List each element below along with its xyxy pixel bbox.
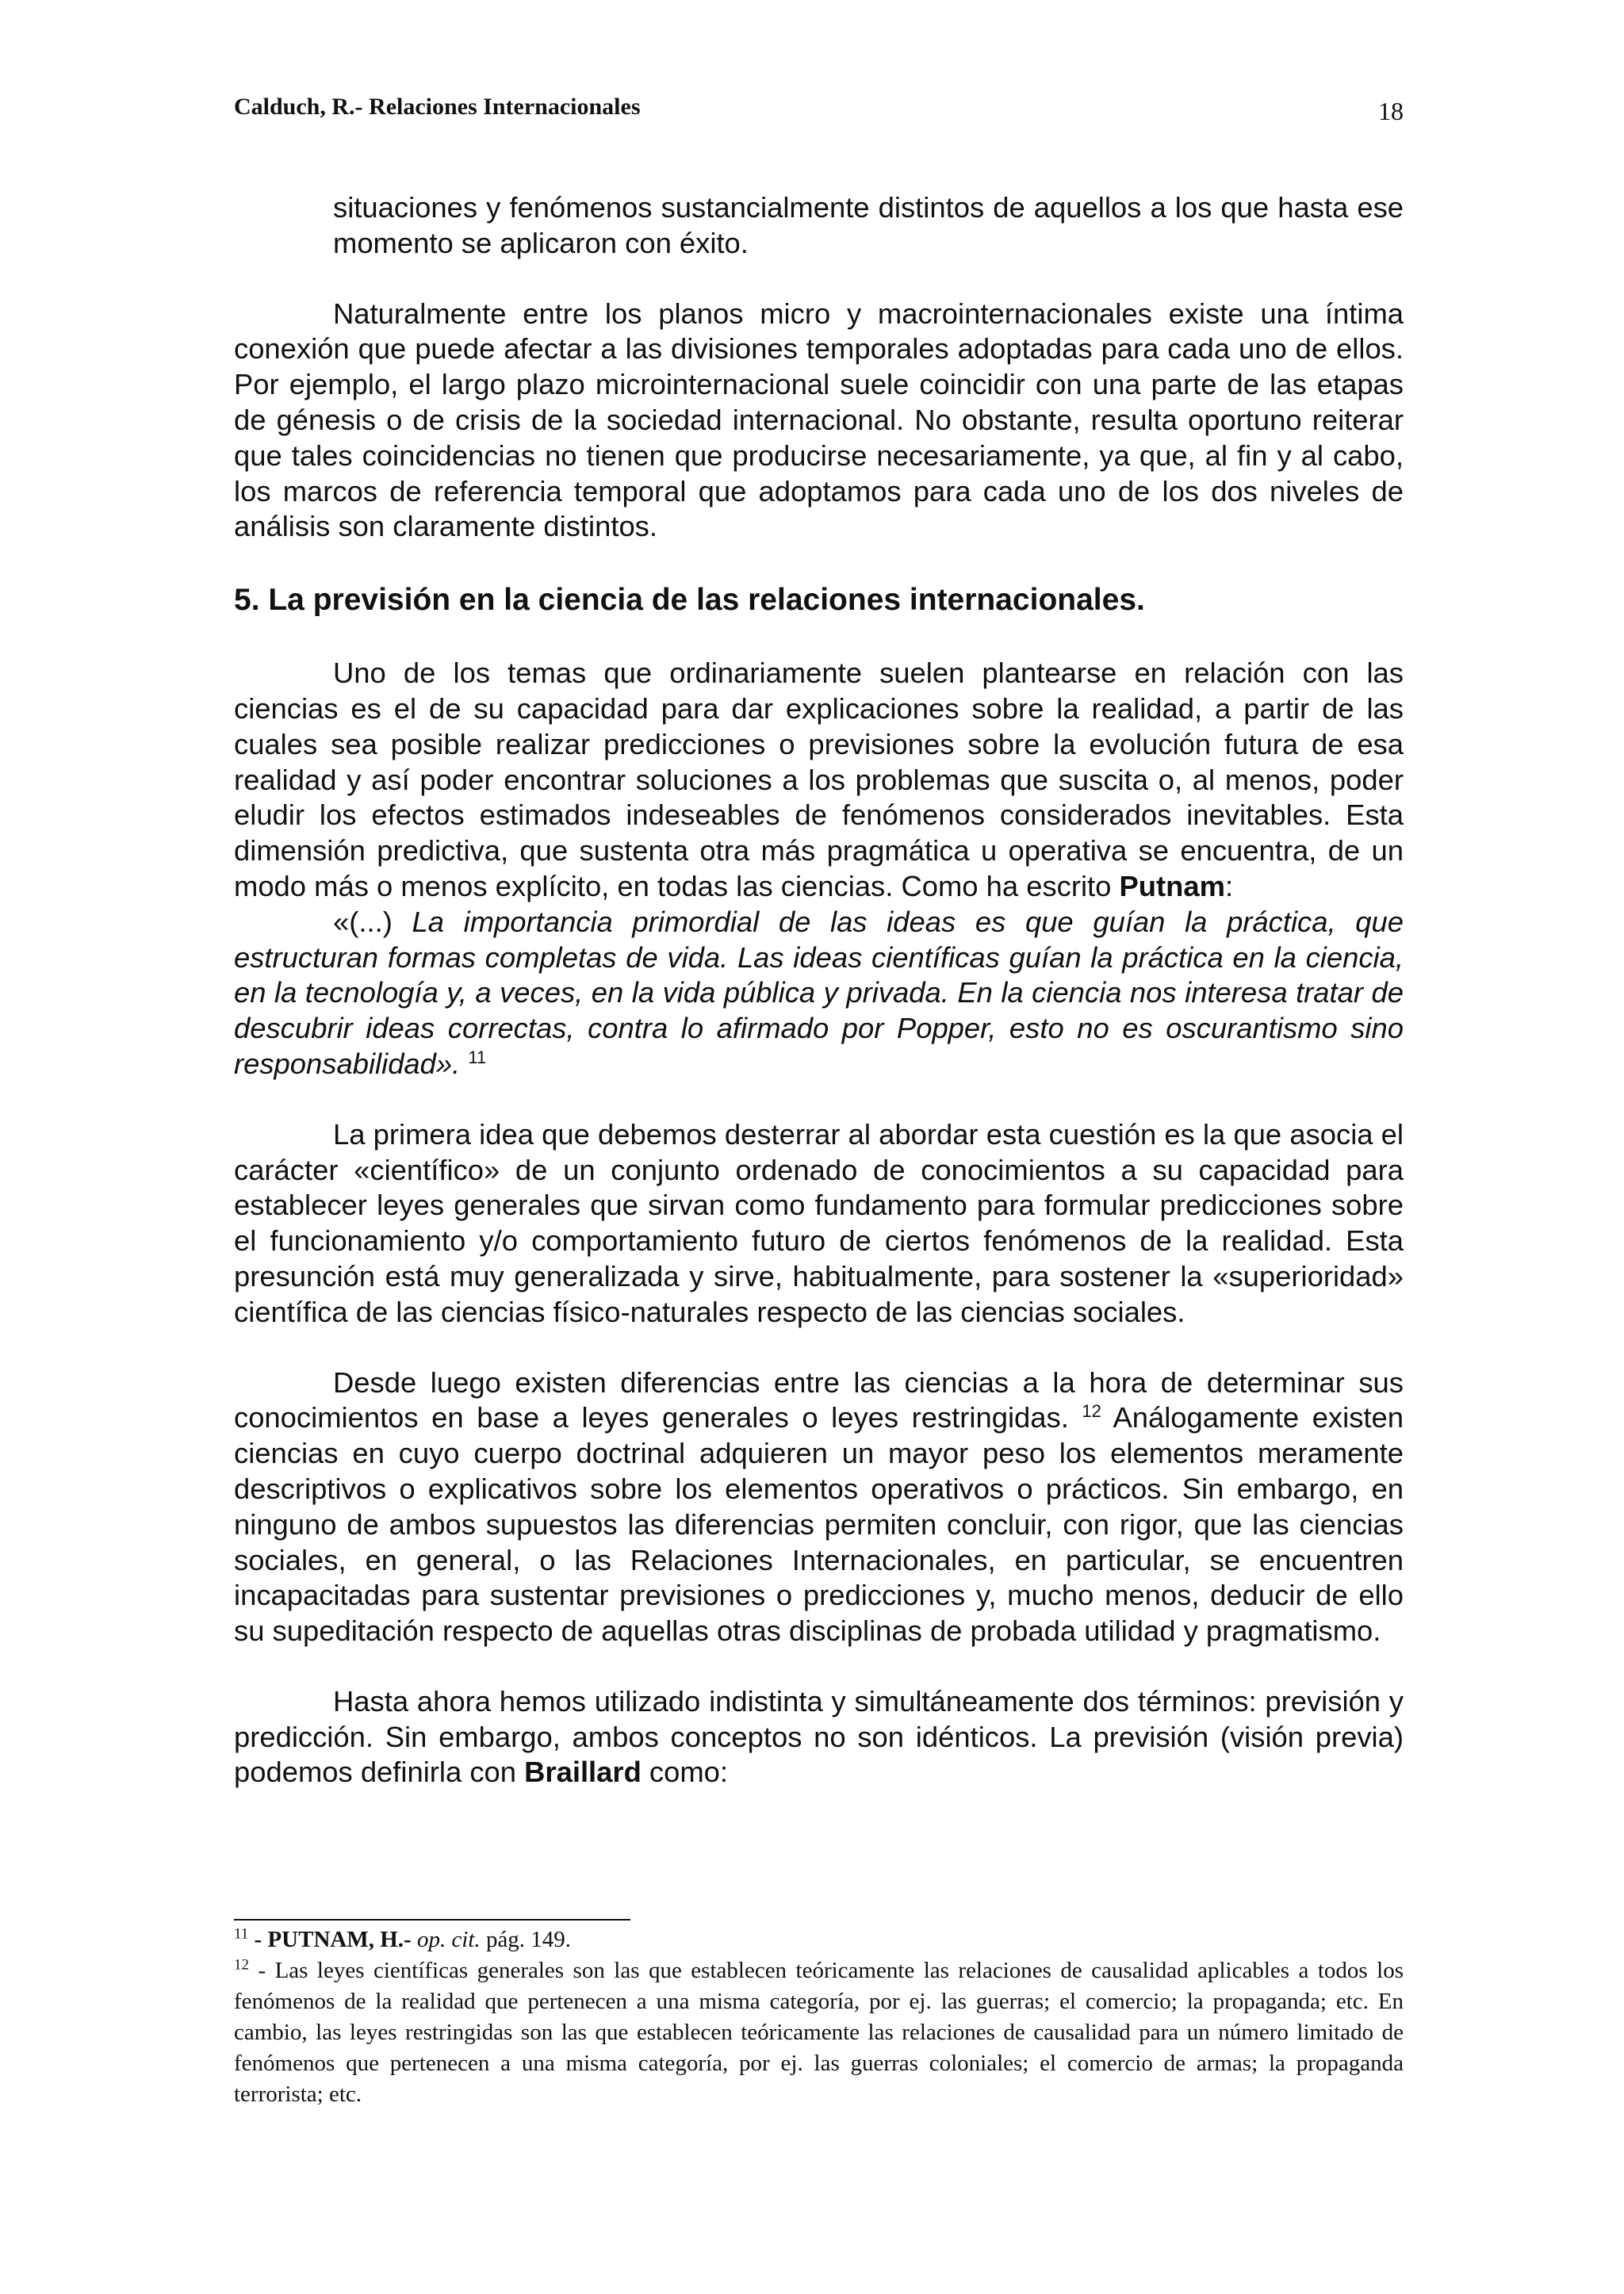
paragraph-text: Desde luego existen diferencias entre las ciencias a la hora de determinar sus conocimientos en base a leyes generales o leyes restringidas. xyxy=(234,1365,1404,1434)
paragraph-text: : xyxy=(1224,869,1234,902)
footnote-number: 11 xyxy=(234,1925,249,1943)
paragraph-text: Análogamente existen ciencias en cuyo cuerpo doctrinal adquieren un mayor peso los elementos meramente descriptivos o explicativos sobre los elementos operativos o prácticos. Sin embargo, en ninguno de ambos supuestos las diferencias permiten concluir, con rigor, que las ciencias sociales, en general, o las Relaciones Internacionales, en particular, se encuentren incapacitadas para sustentar previsiones o predicciones y, mucho menos, deducir de ello su supeditación respecto de aquellas otras disciplinas de probada utilidad y pragmatismo. xyxy=(234,1401,1404,1648)
footnote-text: pág. 149. xyxy=(480,1927,572,1952)
author-name: Braillard xyxy=(524,1756,642,1789)
footnote-citation: op. cit. xyxy=(416,1927,481,1952)
quote-lead: «(...) xyxy=(333,905,412,938)
quote-text: La importancia primordial de las ideas es que guían la práctica, que estructuran formas completas de vida. Las ideas científicas guían la práctica en la ciencia, en la tecnología y, a veces, en la vida pública y privada. En la ciencia nos interesa tratar de descubrir ideas correctas, contra lo afirmado por Popper, esto no es oscurantismo sino responsabilidad». xyxy=(234,905,1404,1080)
paragraph xyxy=(234,1684,1404,1790)
page-number: 18 xyxy=(1378,97,1404,125)
running-title: Calduch, R.- Relaciones Internacionales xyxy=(234,94,641,120)
footnotes xyxy=(234,1924,1404,2110)
paragraph: La primera idea que debemos desterrar al abordar esta cuestión es la que asocia el carácter «científico» de un conjunto ordenado de conocimientos a su capacidad para establecer leyes generales que sirvan como fundamento para formular predicciones sobre el funcionamiento y/o comportamiento futuro de ciertos fenómenos de la realidad. Esta presunción está muy generalizada y sirve, habitualmente, para sostener la «superioridad» científica de las ciencias físico-naturales respecto de las ciencias sociales. xyxy=(234,1117,1404,1328)
footnote-author: - PUTNAM, H.- xyxy=(248,1927,412,1952)
paragraph xyxy=(234,656,1404,905)
section-heading: 5. La previsión en la ciencia de las relaciones internacionales. xyxy=(234,583,1145,618)
paragraph-text: Uno de los temas que ordinariamente suelen plantearse en relación con las ciencias es el de su capacidad para dar explicaciones sobre la realidad, a partir de las cuales sea posible realizar predicciones o previsiones sobre la evolución futura de esa realidad y así poder encontrar soluciones a los problemas que suscita o, al menos, poder eludir los efectos estimados indeseables de fenómenos considerados inevitables. Esta dimensión predictiva, que sustenta otra más pragmática u operativa se encuentra, de un modo más o menos explícito, en todas las ciencias. Como ha escrito xyxy=(234,657,1404,902)
paragraph-continuation: situaciones y fenómenos sustancialmente distintos de aquellos a los que hasta ese momento se aplicaron con éxito. xyxy=(333,191,1404,259)
paragraph-text: Hasta ahora hemos utilizado indistinta y simultáneamente dos términos: previsión y predicción. Sin embargo, ambos conceptos no son idénticos. La previsión (visión previa) podemos definirla con xyxy=(234,1684,1404,1789)
paragraph-text: como: xyxy=(641,1756,729,1789)
body-text xyxy=(234,190,1404,1790)
footnote-11 xyxy=(234,1924,1404,1955)
paragraph xyxy=(234,1365,1404,1649)
author-name: Putnam xyxy=(1119,869,1225,902)
block-quote xyxy=(234,905,1404,1082)
footnote-divider xyxy=(234,1919,630,1921)
paragraph: Naturalmente entre los planos micro y macrointernacionales existe una íntima conexión que puede afectar a las divisiones temporales adoptadas para cada uno de ellos. Por ejemplo, el largo plazo microinternacional suele coincidir con una parte de las etapas de génesis o de crisis de la sociedad internacional. No obstante, resulta oportuno reiterar que tales coincidencias no tienen que producirse necesariamente, ya que, al fin y al cabo, los marcos de referencia temporal que adoptamos para cada uno de los dos niveles de análisis son claramente distintos. xyxy=(234,297,1404,543)
footnote-number: 12 xyxy=(234,1956,249,1974)
page-header xyxy=(234,94,1404,133)
footnote-text: - Las leyes científicas generales son las que establecen teóricamente las relaciones de causalidad aplicables a todos los fenómenos de la realidad que pertenecen a una misma categoría, por ej. las guerras; el comercio; la propaganda; etc. En cambio, las leyes restringidas son las que establecen teóricamente las relaciones de causalidad para un número limitado de fenómenos que pertenecen a una misma categoría, por ej. las guerras coloniales; el comercio de armas; la propaganda terrorista; etc. xyxy=(234,1958,1404,2107)
footnote-reference[interactable]: 11 xyxy=(468,1047,487,1067)
footnote-12 xyxy=(234,1955,1404,2110)
footnote-reference[interactable]: 12 xyxy=(1082,1401,1101,1422)
